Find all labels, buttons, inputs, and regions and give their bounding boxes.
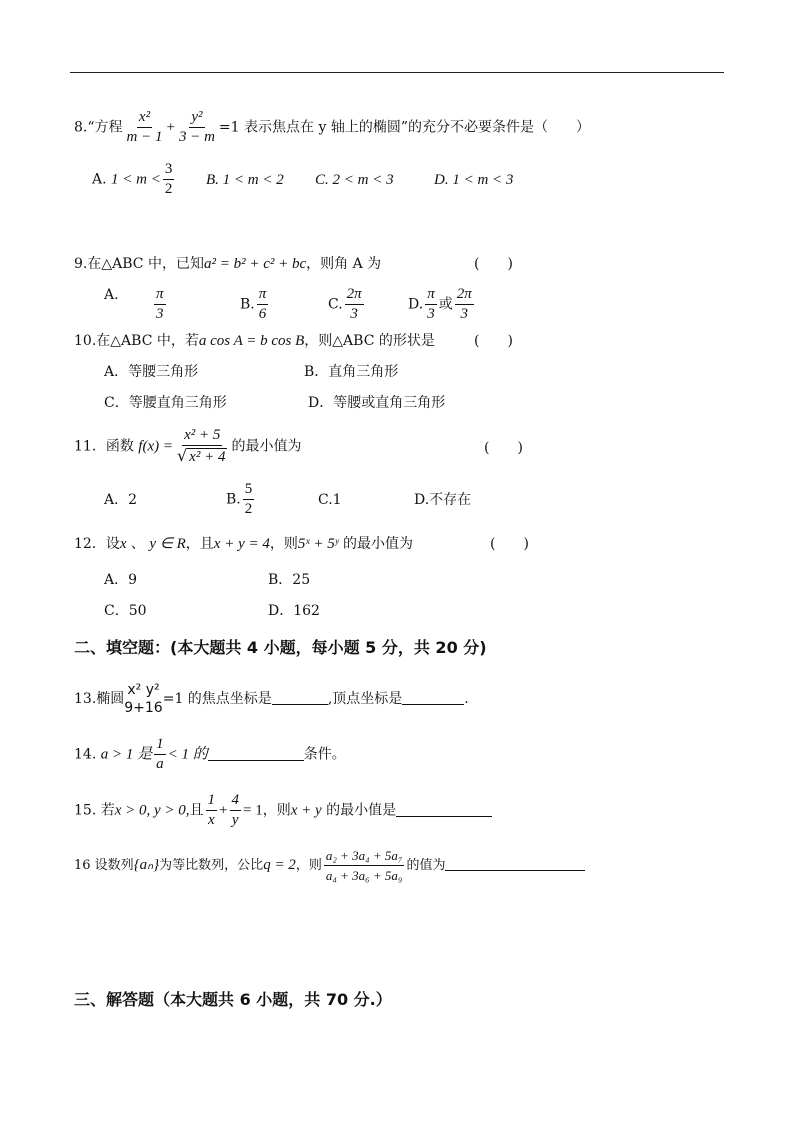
q9-prefix: 9.在△ABC 中，已知 [74, 256, 204, 272]
q13-formula-bottom: 9+16 [124, 700, 163, 716]
q8-option-b: B. 1 < m < 2 [206, 172, 284, 188]
q16-suffix: 的值为 [406, 858, 446, 873]
q16-mid: 为等比数列，公比 [159, 858, 264, 873]
q15-f1-denominator: x [207, 812, 215, 828]
q15-expr: x + y [290, 802, 322, 819]
q10-answer-paren: ( ) [474, 333, 513, 349]
q14-suffix: 条件。 [303, 746, 346, 763]
question-13 [74, 681, 469, 717]
q8-f2-numerator: y² [189, 108, 204, 128]
q8-a-denominator: 2 [164, 181, 173, 197]
q12-cond: y ∈ R [149, 536, 186, 552]
q11-option-b [226, 480, 256, 519]
q12-option-a: A．9 [104, 572, 138, 588]
q15-cond: x > 0, y > 0, [114, 802, 190, 819]
q9-b-denominator: 6 [258, 306, 267, 322]
header-rule [70, 72, 724, 73]
q15-prefix: 15. 若 [74, 802, 115, 819]
q9-option-c [328, 285, 366, 324]
q9-suffix: ，则角 A 为 [306, 256, 382, 272]
q9-a-numerator: π [154, 285, 166, 305]
q14-denominator: a [156, 756, 164, 772]
q9-c-denominator: 3 [350, 306, 358, 322]
q15-and: 且 [189, 802, 204, 819]
q9-d1-numerator: π [425, 285, 437, 305]
q12-suffix: 的最小值为 [343, 536, 413, 552]
q10-prefix: 10.在△ABC 中，若 [74, 333, 199, 349]
q16-prefix: 16 设数列 [74, 858, 134, 873]
q15-f2-numerator: 4 [230, 791, 242, 811]
q11-suffix: 的最小值为 [231, 438, 302, 455]
question-10 [74, 331, 435, 351]
q11-b-numerator: 5 [243, 480, 255, 500]
q16-fraction [324, 846, 405, 885]
q9-c-label: C. [328, 296, 343, 313]
q9-b-label: B. [240, 296, 255, 313]
q13-vertex-blank[interactable] [402, 690, 464, 705]
q12-option-b: B．25 [268, 572, 311, 588]
q12-then: ，则 [269, 536, 298, 552]
q9-formula: a² = b² + c² + bc [203, 256, 307, 272]
q16-ratio: q = 2 [263, 857, 296, 873]
q11-denominator-radicand: x² + 4 [189, 449, 226, 465]
q8-f2-denominator: 3 − m [178, 129, 215, 145]
q14-condition-blank[interactable] [208, 746, 304, 761]
q15-plus: + [219, 802, 228, 819]
question-11 [74, 426, 301, 467]
q9-d2-denominator: 3 [460, 306, 468, 322]
q9-c-numerator: 2π [345, 285, 364, 305]
q16-sequence: {aₙ} [133, 857, 160, 873]
q12-expr: 5ˣ + 5ʸ [297, 536, 339, 552]
q14-numerator: 1 [154, 735, 166, 755]
sqrt-sign-icon: √ [176, 446, 188, 465]
q8-a-numerator: 3 [163, 160, 175, 180]
q8-plus: + [166, 119, 175, 136]
q16-value-blank[interactable] [445, 856, 585, 871]
q11-option-d: D.不存在 [414, 492, 472, 508]
q10-option-d: D．等腰或直角三角形 [308, 395, 446, 411]
q8-option-d: D. 1 < m < 3 [434, 172, 514, 188]
q12-eq: x + y = 4 [213, 536, 270, 552]
q14-prefix: 14. [74, 746, 97, 763]
q10-formula: a cos A = b cos B [198, 333, 305, 349]
q9-a-denominator: 3 [156, 306, 164, 322]
q9-a-fraction [152, 285, 168, 324]
q10-option-a: A．等腰三角形 [104, 364, 199, 380]
q10-option-c: C．等腰直角三角形 [104, 395, 227, 411]
q10-option-b: B．直角三角形 [304, 364, 399, 380]
q12-mid: ，且 [185, 536, 214, 552]
q16-numerator: a₂ + 3a₄ + 5a₇ [324, 846, 405, 866]
question-16 [74, 846, 585, 885]
q15-min-blank[interactable] [396, 802, 492, 817]
q15-f1-numerator: 1 [206, 791, 218, 811]
q11-answer-paren: ( ) [484, 440, 523, 456]
q13-ellipse-formula [124, 681, 162, 717]
q12-sep: 、 [130, 536, 145, 552]
q9-d2-numerator: 2π [455, 285, 474, 305]
section-2-heading: 二、填空题：(本大题共 4 小题，每小题 5 分，共 20 分) [74, 638, 487, 657]
q8-f1-denominator: m − 1 [126, 129, 163, 145]
q16-denominator: a₄ + 3a₆ + 5a₉ [325, 868, 403, 883]
q8-fraction-1 [125, 108, 165, 147]
q13-focus-blank[interactable] [272, 690, 328, 705]
q12-x: x [119, 536, 127, 552]
q8-a-left: 1 < m < [111, 171, 161, 188]
q13-mid: ,顶点坐标是 [327, 691, 403, 707]
question-9 [74, 254, 381, 274]
q15-eq: = 1 [243, 802, 263, 819]
question-8 [74, 108, 590, 147]
q11-option-a: A．2 [104, 492, 138, 508]
q13-formula-top: x² y² [127, 682, 160, 698]
q13-suffix: =1 的焦点坐标是 [162, 691, 272, 707]
q9-option-a [104, 285, 119, 305]
q9-d-or: 或 [438, 296, 453, 313]
q10-suffix: ，则△ABC 的形状是 [304, 333, 435, 349]
q15-f2-denominator: y [231, 812, 239, 828]
q9-answer-paren: ( ) [474, 256, 513, 272]
q12-prefix: 12．设 [74, 536, 120, 552]
q12-answer-paren: ( ) [490, 536, 529, 552]
q8-option-a [92, 160, 176, 199]
q8-f1-numerator: x² [137, 108, 152, 128]
q11-option-c: C.1 [318, 492, 342, 508]
q9-b-numerator: π [257, 285, 269, 305]
question-14 [74, 735, 346, 774]
q11-fraction [175, 426, 229, 467]
q8-fraction-2 [177, 108, 217, 147]
q14-left: a > 1 是 [100, 746, 153, 763]
q13-end: . [464, 691, 469, 707]
q12-option-d: D．162 [268, 603, 320, 619]
q15-suffix: 的最小值是 [326, 802, 397, 819]
q8-suffix: =1 表示焦点在 y 轴上的椭圆”的充分不必要条件是（ ） [218, 119, 590, 136]
q11-b-label: B. [226, 491, 241, 508]
q11-numerator: x² + 5 [182, 426, 222, 446]
q9-option-b [240, 285, 270, 324]
q14-right: < 1 的 [167, 746, 208, 763]
q9-a-label: A. [104, 287, 119, 303]
q8-option-c: C. 2 < m < 3 [315, 172, 394, 188]
q12-option-c: C．50 [104, 603, 147, 619]
q8-prefix: 8.“方程 [74, 119, 123, 136]
q15-then: ，则 [262, 802, 291, 819]
q11-b-denominator: 2 [244, 501, 253, 517]
q11-fx: f(x) = [138, 438, 173, 455]
question-12 [74, 534, 413, 554]
q9-d1-denominator: 3 [427, 306, 435, 322]
q9-option-d [408, 285, 476, 324]
q8-a-fraction [163, 160, 175, 199]
q9-d-label: D. [408, 296, 424, 313]
section-3-heading: 三、解答题（本大题共 6 小题，共 70 分.） [74, 990, 392, 1009]
q11-prefix: 11．函数 [74, 438, 134, 455]
q13-prefix: 13.椭圆 [74, 691, 125, 707]
question-15 [74, 791, 492, 830]
q11-denominator [175, 446, 229, 467]
q16-then: ，则 [295, 858, 322, 873]
q8-a-label: A. [92, 171, 107, 188]
